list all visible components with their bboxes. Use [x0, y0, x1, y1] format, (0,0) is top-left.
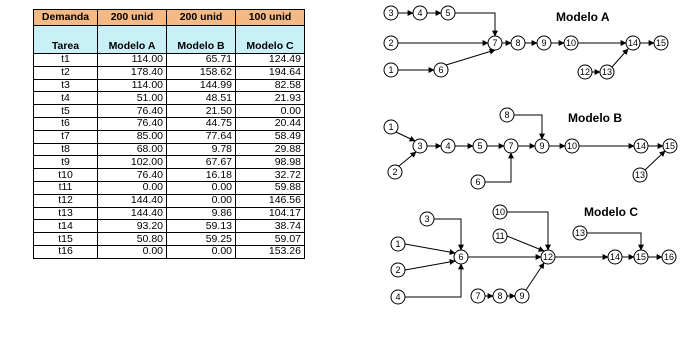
col-modelo-c: Modelo C: [236, 26, 305, 54]
node-label-4: 4: [445, 141, 451, 152]
modelo-a-diagram: [384, 6, 668, 79]
modelo-b-cell: 0.00: [167, 181, 236, 194]
node-label-6: 6: [438, 65, 444, 76]
task-cell: t5: [34, 105, 98, 118]
task-cell: t1: [34, 54, 98, 67]
node-label-9: 9: [519, 291, 525, 302]
node-label-13: 13: [634, 170, 646, 181]
edge-1-6: [405, 244, 455, 253]
modelo-b-cell: 0.00: [167, 245, 236, 258]
modelo-a-cell: 68.00: [98, 143, 167, 156]
modelo-b-cell: 67.67: [167, 156, 236, 169]
node-label-1: 1: [395, 239, 401, 250]
node-label-7: 7: [492, 38, 498, 49]
edge-9-12: [526, 263, 544, 290]
node-label-3: 3: [417, 141, 423, 152]
modelo-b-cell: 44.75: [167, 117, 236, 130]
modelo-b-cell: 65.71: [167, 54, 236, 67]
modelo-b-cell: 0.00: [167, 194, 236, 207]
modelo-a-cell: 178.40: [98, 66, 167, 79]
node-label-2: 2: [392, 167, 398, 178]
node-label-5: 5: [445, 8, 451, 19]
modelo-b-cell: 48.51: [167, 92, 236, 105]
edge-6-7: [446, 50, 495, 65]
task-cell: t16: [34, 245, 98, 258]
modelo-a-cell: 114.00: [98, 54, 167, 67]
edge-13-15: [645, 151, 665, 170]
modelo-a-cell: 76.40: [98, 105, 167, 118]
modelo-c-diagram: [391, 205, 676, 304]
node-label-1: 1: [388, 122, 394, 133]
modelo-c-cell: 32.72: [236, 169, 305, 182]
modelo-b-cell: 9.86: [167, 207, 236, 220]
demand-c: 100 unid: [236, 10, 305, 26]
node-label-2: 2: [395, 265, 401, 276]
task-cell: t3: [34, 79, 98, 92]
node-label-3: 3: [388, 8, 394, 19]
modelo-c-cell: 153.26: [236, 245, 305, 258]
edge-1-3: [396, 132, 415, 141]
node-label-15: 15: [655, 38, 667, 49]
node-label-4: 4: [417, 8, 423, 19]
node-label-10: 10: [566, 141, 578, 152]
demand-label: Demanda: [34, 10, 98, 26]
modelo-b-cell: 158.62: [167, 66, 236, 79]
node-label-2: 2: [388, 38, 394, 49]
node-label-8: 8: [497, 291, 503, 302]
modelo-c-cell: 38.74: [236, 220, 305, 233]
col-modelo-b: Modelo B: [167, 26, 236, 54]
modelo-b-cell: 59.13: [167, 220, 236, 233]
edge-8-9: [514, 115, 542, 139]
modelo-c-cell: 104.17: [236, 207, 305, 220]
col-tarea: Tarea: [34, 26, 98, 54]
node-label-10: 10: [494, 207, 506, 218]
edge-3-6: [434, 219, 461, 250]
task-cell: t9: [34, 156, 98, 169]
task-cell: t2: [34, 66, 98, 79]
task-cell: t7: [34, 130, 98, 143]
node-label-15: 15: [664, 141, 676, 152]
node-label-10: 10: [565, 38, 577, 49]
edge-5-7: [455, 13, 495, 36]
node-label-14: 14: [635, 141, 647, 152]
task-cell: t6: [34, 117, 98, 130]
node-label-16: 16: [663, 252, 675, 263]
modelo-a-cell: 144.40: [98, 194, 167, 207]
task-cell: t11: [34, 181, 98, 194]
task-cell: t10: [34, 169, 98, 182]
node-label-13: 13: [574, 228, 586, 239]
modelo-b-cell: 16.18: [167, 169, 236, 182]
node-label-15: 15: [635, 252, 647, 263]
modelo-a-cell: 76.40: [98, 117, 167, 130]
node-label-7: 7: [475, 291, 481, 302]
modelo-c-cell: 146.56: [236, 194, 305, 207]
node-label-9: 9: [541, 38, 547, 49]
modelo-c-cell: 29.88: [236, 143, 305, 156]
node-label-12: 12: [542, 252, 554, 263]
modelo-c-cell: 98.98: [236, 156, 305, 169]
modelo-b-diagram: [384, 108, 677, 189]
edge-13-15: [587, 233, 641, 250]
node-label-3: 3: [424, 214, 430, 225]
modelo-c-cell: 58.49: [236, 130, 305, 143]
node-label-8: 8: [515, 38, 521, 49]
node-label-7: 7: [508, 141, 514, 152]
node-label-13: 13: [601, 67, 613, 78]
modelo-c-cell: 20.44: [236, 117, 305, 130]
node-label-1: 1: [388, 65, 394, 76]
node-label-14: 14: [609, 252, 621, 263]
modelo-c-cell: 194.64: [236, 66, 305, 79]
modelo-a-cell: 144.40: [98, 207, 167, 220]
modelo-b-cell: 77.64: [167, 130, 236, 143]
modelo-c-cell: 0.00: [236, 105, 305, 118]
edge-2-6: [405, 261, 455, 270]
modelo-a-cell: 0.00: [98, 245, 167, 258]
modelo-a-cell: 114.00: [98, 79, 167, 92]
node-label-4: 4: [395, 292, 401, 303]
modelo-a-title: Modelo A: [556, 10, 610, 24]
task-cell: t4: [34, 92, 98, 105]
modelo-c-cell: 59.88: [236, 181, 305, 194]
node-label-11: 11: [495, 231, 505, 242]
modelo-c-cell: 59.07: [236, 233, 305, 246]
modelo-c-cell: 82.58: [236, 79, 305, 92]
modelo-c-title: Modelo C: [584, 205, 638, 219]
node-label-6: 6: [475, 177, 481, 188]
modelo-a-cell: 0.00: [98, 181, 167, 194]
task-cell: t14: [34, 220, 98, 233]
demand-b: 200 unid: [167, 10, 236, 26]
edge-2-3: [399, 152, 416, 166]
node-label-14: 14: [627, 38, 639, 49]
modelo-a-cell: 85.00: [98, 130, 167, 143]
modelo-b-title: Modelo B: [568, 111, 622, 125]
task-cell: t13: [34, 207, 98, 220]
modelo-b-cell: 59.25: [167, 233, 236, 246]
task-cell: t8: [34, 143, 98, 156]
demand-a: 200 unid: [98, 10, 167, 26]
node-label-6: 6: [458, 252, 464, 263]
node-label-8: 8: [504, 110, 510, 121]
modelo-c-cell: 124.49: [236, 54, 305, 67]
edge-13-14: [612, 49, 628, 67]
modelo-b-cell: 9.78: [167, 143, 236, 156]
task-cell: t12: [34, 194, 98, 207]
modelo-c-cell: 21.93: [236, 92, 305, 105]
edge-11-12: [507, 236, 544, 251]
task-cell: t15: [34, 233, 98, 246]
modelo-a-cell: 51.00: [98, 92, 167, 105]
node-label-12: 12: [579, 67, 591, 78]
modelo-b-cell: 144.99: [167, 79, 236, 92]
col-modelo-a: Modelo A: [98, 26, 167, 54]
node-label-5: 5: [477, 141, 483, 152]
modelo-a-cell: 76.40: [98, 169, 167, 182]
modelo-a-cell: 50.80: [98, 233, 167, 246]
edge-6-7: [485, 153, 511, 182]
node-label-9: 9: [539, 141, 545, 152]
modelo-a-cell: 93.20: [98, 220, 167, 233]
modelo-a-cell: 102.00: [98, 156, 167, 169]
modelo-b-cell: 21.50: [167, 105, 236, 118]
